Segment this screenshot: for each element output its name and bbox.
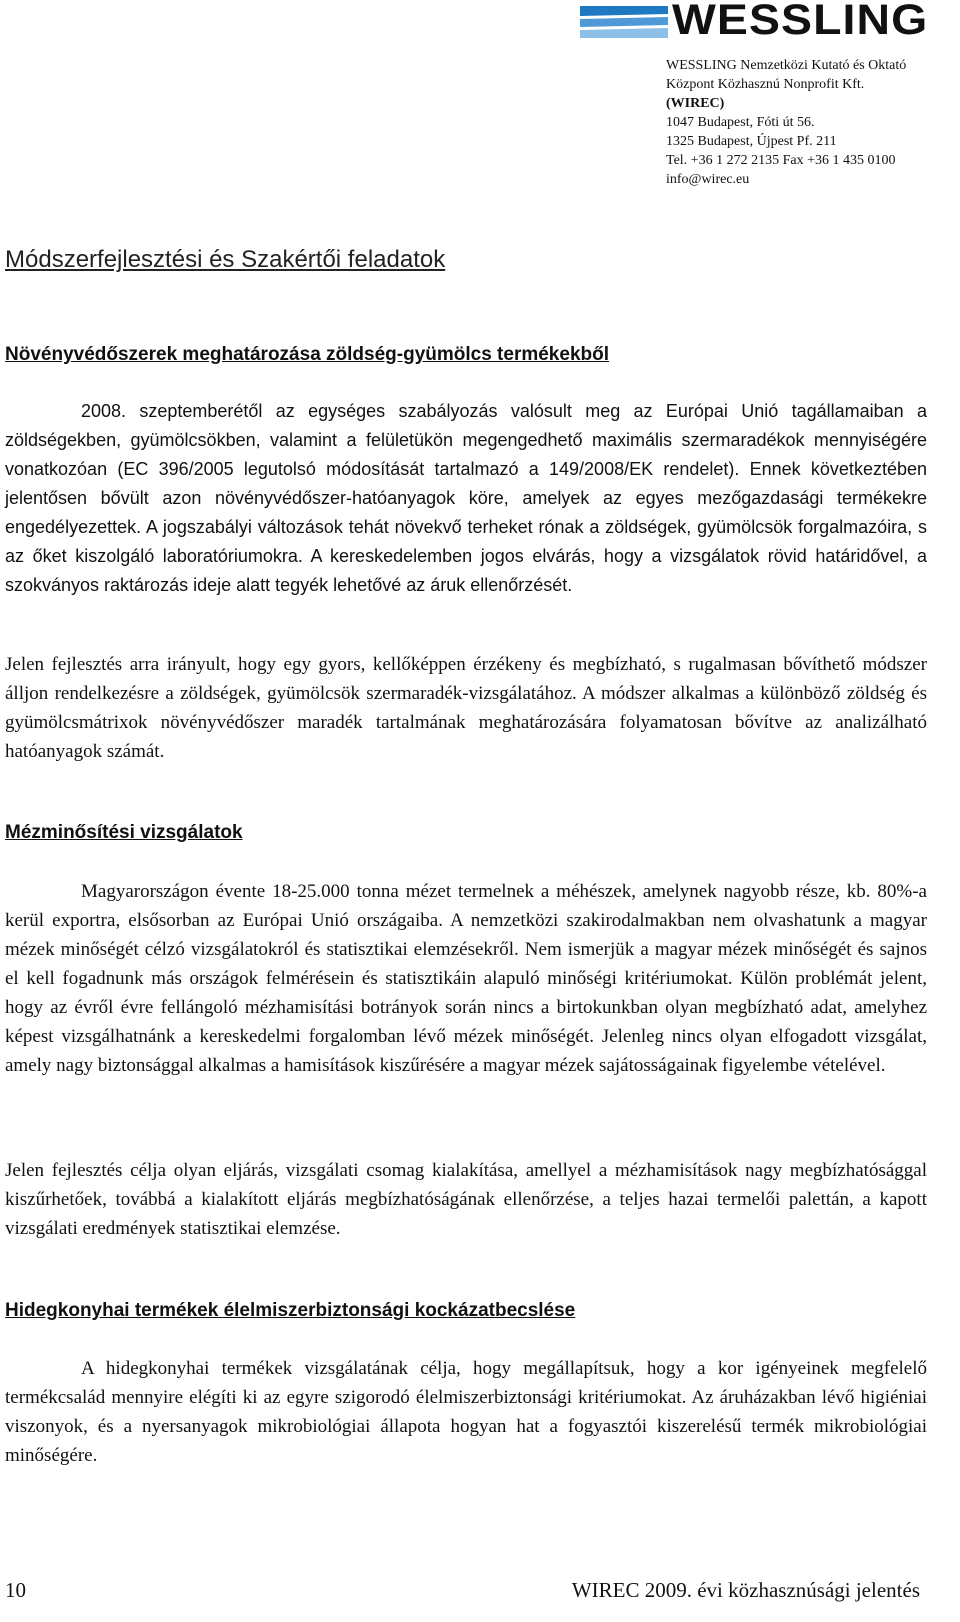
section-title-honey: Mézminősítési vizsgálatok [5,822,243,843]
address-line: info@wirec.eu [666,172,750,187]
page-number: 10 [5,1578,26,1602]
address-line: Központ Közhasznú Nonprofit Kft. [666,77,865,92]
address-line: 1047 Budapest, Fóti út 56. [666,115,815,130]
section-paragraph: 2008. szeptemberétől az egységes szabályozás valósult meg az Európai Unió tagállamaiban a zöldségekben, gyümölcsökben, valamint a felületükön megengedhető maximális szermaradékok mennyiségére vonatkozóan (EC 396/2005 legutolsó módosítását tartalmazó a 149/2008/EK rendelet). Ennek következtében jelentősen bővült azon növényvédőszer-hatóanyagok köre, amelyek az egyes mezőgazdasági termékekre engedélyezettek. A jogszabályi változások tehát növekvő terheket rónak a zöldségek, gyümölcsök forgalmazóira, s az őket kiszolgáló laboratóriumokra. A kereskedelemben jogos elvárás, hogy a vizsgálatok rövid határidővel, a szokványos raktározás ideje alatt tegyék lehetővé az áruk ellenőrzését. [5,401,927,595]
footer-report-title: WIREC 2009. évi közhasznúsági jelentés [571,1578,920,1602]
logo-stripes-icon [580,6,668,38]
section-paragraph: Magyarországon évente 18-25.000 tonna mézet termelnek a méhészek, amelynek nagyobb része, kb. 80%-a kerül exportra, elsősorban az Európai Unió országaiba. A nemzetközi szakirodalmakban nem olvashatunk a magyar mézek minőségét célzó vizsgálatokról és statisztikai elemzésekről. Nem ismerjük a magyar mézek minőségét és sajnos el kell fogadnunk más országok felmérésein és statisztikáin alapuló minőségi kritériumokat. Külön problémát jelent, hogy az évről évre fellángoló mézhamisítási botrányok során nincs a birtokunkban olyan megbízható adat, amelyhez képest vizsgálhatnánk a kereskedelmi forgalomban lévő mézek minőségét. Jelenleg nincs olyan elfogadott vizsgálat, amely nagy biztonsággal alkalmas a hamisítások kiszűrésére a magyar mézek sajátosságainak figyelembe vételével. [5,881,927,1076]
page-title: Módszerfejlesztési és Szakértői feladatok [5,246,446,273]
section-paragraph: Jelen fejlesztés célja olyan eljárás, vizsgálati csomag kialakítása, amellyel a mézhamisítások nagy megbízhatósággal kiszűrhetőek, továbbá a kialakított eljárás megbízhatóságának ellenőrzése, a teljes hazai termelői palettán, a kapott vizsgálati eredmények statisztikai elemzése. [5,1160,927,1239]
logo-text: WESSLING [672,0,929,44]
section-paragraph: A hidegkonyhai termékek vizsgálatának célja, hogy megállapítsuk, hogy a kor igényeinek megfelelő termékcsalád mennyire elégíti ki az egyre szigorodó élelmiszerbiztonsági kritériumokat. Az áruházakban lévő higiéniai viszonyok, és a nyersanyagok mikrobiológiai állapota hogyan hat a fogyasztói kiszerelésű termék mikrobiológiai minőségére. [5,1358,927,1466]
section-paragraph: Jelen fejlesztés arra irányult, hogy egy gyors, kellőképpen érzékeny és megbízható, s rugalmasan bővíthető módszer álljon rendelkezésre a zöldségek, gyümölcsök szermaradék-vizsgálatához. A módszer alkalmas a különböző zöldség és gyümölcsmátrixok növényvédőszer maradék tartalmának meghatározására folyamatosan bővítve az analizálható hatóanyagok számát. [5,654,927,762]
address-line: WESSLING Nemzetközi Kutató és Oktató [666,58,907,73]
company-address [666,56,956,189]
company-logo [580,2,960,42]
section-title-cold-kitchen: Hidegkonyhai termékek élelmiszerbiztonsági kockázatbecslése [5,1300,576,1321]
address-line: 1325 Budapest, Újpest Pf. 211 [666,134,837,149]
address-line: Tel. +36 1 272 2135 Fax +36 1 435 0100 [666,153,896,168]
address-line: (WIREC) [666,96,725,111]
section-title-pesticides: Növényvédőszerek meghatározása zöldség-gyümölcs termékekből [5,344,610,365]
